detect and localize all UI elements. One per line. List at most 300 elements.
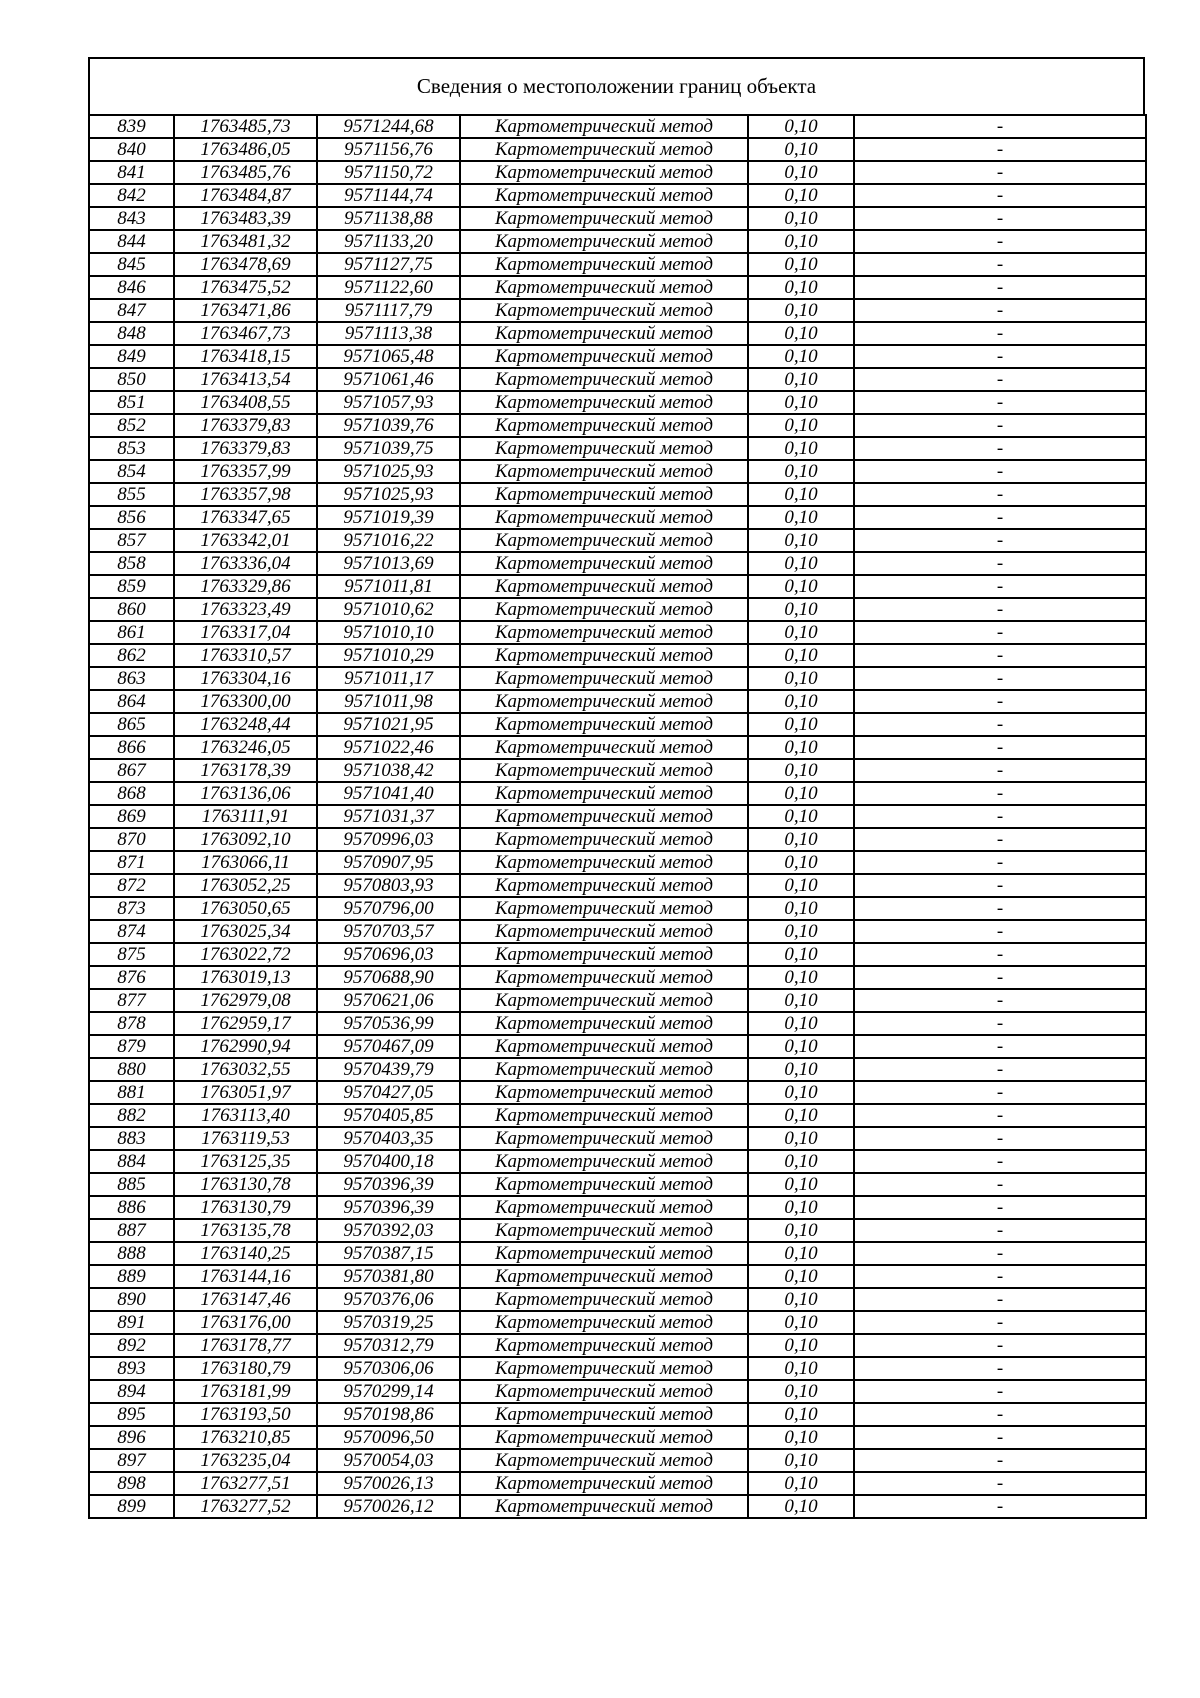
method-cell: Картометрический метод [460,207,748,230]
accuracy-cell: 0,10 [748,322,854,345]
note-cell: - [854,322,1146,345]
accuracy-cell: 0,10 [748,391,854,414]
table-row [89,851,1146,874]
x-coordinate-cell: 1763032,55 [174,1058,317,1081]
note-cell: - [854,1081,1146,1104]
accuracy-cell: 0,10 [748,644,854,667]
y-coordinate-cell: 9571016,22 [317,529,460,552]
point-number-cell: 887 [89,1219,174,1242]
table-row [89,1104,1146,1127]
accuracy-cell: 0,10 [748,1104,854,1127]
note-cell: - [854,1288,1146,1311]
accuracy-cell: 0,10 [748,782,854,805]
method-cell: Картометрический метод [460,230,748,253]
table-row [89,621,1146,644]
point-number-cell: 871 [89,851,174,874]
y-coordinate-cell: 9571010,10 [317,621,460,644]
method-cell: Картометрический метод [460,851,748,874]
method-cell: Картометрический метод [460,391,748,414]
y-coordinate-cell: 9570803,93 [317,874,460,897]
y-coordinate-cell: 9570796,00 [317,897,460,920]
method-cell: Картометрический метод [460,299,748,322]
x-coordinate-cell: 1763246,05 [174,736,317,759]
y-coordinate-cell: 9570403,35 [317,1127,460,1150]
table-row [89,1403,1146,1426]
method-cell: Картометрический метод [460,1449,748,1472]
method-cell: Картометрический метод [460,1380,748,1403]
note-cell: - [854,1449,1146,1472]
note-cell: - [854,437,1146,460]
point-number-cell: 866 [89,736,174,759]
note-cell: - [854,161,1146,184]
table-row [89,345,1146,368]
x-coordinate-cell: 1763467,73 [174,322,317,345]
point-number-cell: 856 [89,506,174,529]
point-number-cell: 881 [89,1081,174,1104]
table-row [89,207,1146,230]
y-coordinate-cell: 9570696,03 [317,943,460,966]
x-coordinate-cell: 1763176,00 [174,1311,317,1334]
method-cell: Картометрический метод [460,920,748,943]
x-coordinate-cell: 1763300,00 [174,690,317,713]
note-cell: - [854,1242,1146,1265]
accuracy-cell: 0,10 [748,598,854,621]
x-coordinate-cell: 1763050,65 [174,897,317,920]
table-row [89,1311,1146,1334]
accuracy-cell: 0,10 [748,184,854,207]
table-row [89,460,1146,483]
y-coordinate-cell: 9571021,95 [317,713,460,736]
y-coordinate-cell: 9570312,79 [317,1334,460,1357]
point-number-cell: 894 [89,1380,174,1403]
point-number-cell: 882 [89,1104,174,1127]
x-coordinate-cell: 1763471,86 [174,299,317,322]
accuracy-cell: 0,10 [748,713,854,736]
table-row [89,782,1146,805]
table-row [89,230,1146,253]
point-number-cell: 850 [89,368,174,391]
x-coordinate-cell: 1763180,79 [174,1357,317,1380]
y-coordinate-cell: 9571025,93 [317,460,460,483]
x-coordinate-cell: 1763329,86 [174,575,317,598]
note-cell: - [854,782,1146,805]
accuracy-cell: 0,10 [748,368,854,391]
accuracy-cell: 0,10 [748,506,854,529]
y-coordinate-cell: 9571038,42 [317,759,460,782]
method-cell: Картометрический метод [460,1403,748,1426]
x-coordinate-cell: 1763144,16 [174,1265,317,1288]
y-coordinate-cell: 9571061,46 [317,368,460,391]
table-row [89,736,1146,759]
y-coordinate-cell: 9571244,68 [317,115,460,138]
table-row [89,1495,1146,1518]
point-number-cell: 854 [89,460,174,483]
method-cell: Картометрический метод [460,115,748,138]
table-body [89,115,1146,1518]
accuracy-cell: 0,10 [748,230,854,253]
x-coordinate-cell: 1763317,04 [174,621,317,644]
table-row [89,1081,1146,1104]
method-cell: Картометрический метод [460,966,748,989]
note-cell: - [854,759,1146,782]
note-cell: - [854,1035,1146,1058]
method-cell: Картометрический метод [460,437,748,460]
point-number-cell: 870 [89,828,174,851]
x-coordinate-cell: 1763310,57 [174,644,317,667]
table-row [89,368,1146,391]
method-cell: Картометрический метод [460,828,748,851]
x-coordinate-cell: 1763379,83 [174,414,317,437]
x-coordinate-cell: 1763119,53 [174,1127,317,1150]
note-cell: - [854,1058,1146,1081]
note-cell: - [854,1357,1146,1380]
y-coordinate-cell: 9571065,48 [317,345,460,368]
point-number-cell: 840 [89,138,174,161]
note-cell: - [854,1265,1146,1288]
point-number-cell: 847 [89,299,174,322]
point-number-cell: 889 [89,1265,174,1288]
method-cell: Картометрический метод [460,414,748,437]
accuracy-cell: 0,10 [748,736,854,759]
point-number-cell: 880 [89,1058,174,1081]
table-row [89,1472,1146,1495]
x-coordinate-cell: 1763130,78 [174,1173,317,1196]
accuracy-cell: 0,10 [748,460,854,483]
method-cell: Картометрический метод [460,138,748,161]
note-cell: - [854,1472,1146,1495]
y-coordinate-cell: 9570536,99 [317,1012,460,1035]
note-cell: - [854,460,1146,483]
accuracy-cell: 0,10 [748,552,854,575]
method-cell: Картометрический метод [460,161,748,184]
point-number-cell: 885 [89,1173,174,1196]
x-coordinate-cell: 1763413,54 [174,368,317,391]
note-cell: - [854,184,1146,207]
note-cell: - [854,230,1146,253]
note-cell: - [854,1104,1146,1127]
note-cell: - [854,874,1146,897]
point-number-cell: 874 [89,920,174,943]
point-number-cell: 872 [89,874,174,897]
table-row [89,943,1146,966]
accuracy-cell: 0,10 [748,1380,854,1403]
x-coordinate-cell: 1762979,08 [174,989,317,1012]
note-cell: - [854,368,1146,391]
method-cell: Картометрический метод [460,552,748,575]
table-row [89,1242,1146,1265]
document-page [88,57,1145,1519]
y-coordinate-cell: 9570621,06 [317,989,460,1012]
note-cell: - [854,414,1146,437]
y-coordinate-cell: 9570392,03 [317,1219,460,1242]
table-row [89,759,1146,782]
x-coordinate-cell: 1763135,78 [174,1219,317,1242]
method-cell: Картометрический метод [460,1035,748,1058]
point-number-cell: 864 [89,690,174,713]
note-cell: - [854,851,1146,874]
accuracy-cell: 0,10 [748,575,854,598]
point-number-cell: 839 [89,115,174,138]
x-coordinate-cell: 1763478,69 [174,253,317,276]
table-row [89,805,1146,828]
note-cell: - [854,920,1146,943]
x-coordinate-cell: 1763277,52 [174,1495,317,1518]
y-coordinate-cell: 9570054,03 [317,1449,460,1472]
note-cell: - [854,736,1146,759]
note-cell: - [854,1127,1146,1150]
accuracy-cell: 0,10 [748,138,854,161]
accuracy-cell: 0,10 [748,1495,854,1518]
point-number-cell: 860 [89,598,174,621]
note-cell: - [854,1012,1146,1035]
table-row [89,1357,1146,1380]
x-coordinate-cell: 1763178,39 [174,759,317,782]
method-cell: Картометрический метод [460,460,748,483]
y-coordinate-cell: 9571057,93 [317,391,460,414]
table-row [89,828,1146,851]
point-number-cell: 851 [89,391,174,414]
note-cell: - [854,690,1146,713]
point-number-cell: 852 [89,414,174,437]
y-coordinate-cell: 9570907,95 [317,851,460,874]
accuracy-cell: 0,10 [748,1127,854,1150]
method-cell: Картометрический метод [460,1334,748,1357]
point-number-cell: 886 [89,1196,174,1219]
method-cell: Картометрический метод [460,759,748,782]
note-cell: - [854,483,1146,506]
method-cell: Картометрический метод [460,805,748,828]
point-number-cell: 875 [89,943,174,966]
method-cell: Картометрический метод [460,1288,748,1311]
table-row [89,667,1146,690]
x-coordinate-cell: 1763125,35 [174,1150,317,1173]
point-number-cell: 862 [89,644,174,667]
point-number-cell: 878 [89,1012,174,1035]
y-coordinate-cell: 9571117,79 [317,299,460,322]
method-cell: Картометрический метод [460,1058,748,1081]
y-coordinate-cell: 9570439,79 [317,1058,460,1081]
method-cell: Картометрический метод [460,1173,748,1196]
point-number-cell: 842 [89,184,174,207]
point-number-cell: 857 [89,529,174,552]
point-number-cell: 892 [89,1334,174,1357]
method-cell: Картометрический метод [460,1219,748,1242]
note-cell: - [854,621,1146,644]
note-cell: - [854,828,1146,851]
table-row [89,138,1146,161]
method-cell: Картометрический метод [460,1495,748,1518]
note-cell: - [854,667,1146,690]
x-coordinate-cell: 1763051,97 [174,1081,317,1104]
method-cell: Картометрический метод [460,506,748,529]
table-row [89,414,1146,437]
method-cell: Картометрический метод [460,184,748,207]
point-number-cell: 845 [89,253,174,276]
method-cell: Картометрический метод [460,322,748,345]
note-cell: - [854,1426,1146,1449]
point-number-cell: 884 [89,1150,174,1173]
point-number-cell: 890 [89,1288,174,1311]
accuracy-cell: 0,10 [748,1403,854,1426]
note-cell: - [854,1196,1146,1219]
accuracy-cell: 0,10 [748,299,854,322]
table-row [89,598,1146,621]
accuracy-cell: 0,10 [748,161,854,184]
x-coordinate-cell: 1763111,91 [174,805,317,828]
note-cell: - [854,207,1146,230]
x-coordinate-cell: 1763022,72 [174,943,317,966]
note-cell: - [854,713,1146,736]
y-coordinate-cell: 9570381,80 [317,1265,460,1288]
y-coordinate-cell: 9571122,60 [317,276,460,299]
point-number-cell: 846 [89,276,174,299]
y-coordinate-cell: 9570026,13 [317,1472,460,1495]
table-row [89,529,1146,552]
x-coordinate-cell: 1763336,04 [174,552,317,575]
note-cell: - [854,1219,1146,1242]
method-cell: Картометрический метод [460,276,748,299]
method-cell: Картометрический метод [460,989,748,1012]
table-row [89,1127,1146,1150]
x-coordinate-cell: 1763379,83 [174,437,317,460]
point-number-cell: 896 [89,1426,174,1449]
y-coordinate-cell: 9570996,03 [317,828,460,851]
point-number-cell: 849 [89,345,174,368]
x-coordinate-cell: 1763486,05 [174,138,317,161]
y-coordinate-cell: 9571039,75 [317,437,460,460]
x-coordinate-cell: 1763178,77 [174,1334,317,1357]
accuracy-cell: 0,10 [748,966,854,989]
y-coordinate-cell: 9570198,86 [317,1403,460,1426]
x-coordinate-cell: 1762990,94 [174,1035,317,1058]
table-row [89,161,1146,184]
accuracy-cell: 0,10 [748,874,854,897]
note-cell: - [854,506,1146,529]
point-number-cell: 891 [89,1311,174,1334]
accuracy-cell: 0,10 [748,1150,854,1173]
y-coordinate-cell: 9570387,15 [317,1242,460,1265]
method-cell: Картометрический метод [460,483,748,506]
accuracy-cell: 0,10 [748,1357,854,1380]
point-number-cell: 873 [89,897,174,920]
y-coordinate-cell: 9571127,75 [317,253,460,276]
x-coordinate-cell: 1763130,79 [174,1196,317,1219]
point-number-cell: 899 [89,1495,174,1518]
y-coordinate-cell: 9570703,57 [317,920,460,943]
x-coordinate-cell: 1763066,11 [174,851,317,874]
table-row [89,1265,1146,1288]
method-cell: Картометрический метод [460,1311,748,1334]
method-cell: Картометрический метод [460,943,748,966]
method-cell: Картометрический метод [460,368,748,391]
note-cell: - [854,943,1146,966]
accuracy-cell: 0,10 [748,667,854,690]
y-coordinate-cell: 9571019,39 [317,506,460,529]
point-number-cell: 897 [89,1449,174,1472]
method-cell: Картометрический метод [460,690,748,713]
note-cell: - [854,529,1146,552]
table-row [89,1173,1146,1196]
x-coordinate-cell: 1763418,15 [174,345,317,368]
accuracy-cell: 0,10 [748,851,854,874]
x-coordinate-cell: 1763136,06 [174,782,317,805]
table-title: Сведения о местоположении границ объекта [88,57,1145,114]
note-cell: - [854,253,1146,276]
y-coordinate-cell: 9570400,18 [317,1150,460,1173]
table-row [89,644,1146,667]
accuracy-cell: 0,10 [748,805,854,828]
note-cell: - [854,1403,1146,1426]
point-number-cell: 859 [89,575,174,598]
table-row [89,897,1146,920]
accuracy-cell: 0,10 [748,690,854,713]
point-number-cell: 869 [89,805,174,828]
method-cell: Картометрический метод [460,1150,748,1173]
table-row [89,690,1146,713]
x-coordinate-cell: 1763019,13 [174,966,317,989]
x-coordinate-cell: 1763357,98 [174,483,317,506]
x-coordinate-cell: 1763357,99 [174,460,317,483]
accuracy-cell: 0,10 [748,1219,854,1242]
note-cell: - [854,276,1146,299]
method-cell: Картометрический метод [460,1196,748,1219]
accuracy-cell: 0,10 [748,115,854,138]
method-cell: Картометрический метод [460,598,748,621]
table-row [89,1196,1146,1219]
x-coordinate-cell: 1763092,10 [174,828,317,851]
y-coordinate-cell: 9571010,62 [317,598,460,621]
accuracy-cell: 0,10 [748,345,854,368]
note-cell: - [854,598,1146,621]
point-number-cell: 848 [89,322,174,345]
point-number-cell: 844 [89,230,174,253]
y-coordinate-cell: 9570306,06 [317,1357,460,1380]
table-row [89,391,1146,414]
note-cell: - [854,966,1146,989]
point-number-cell: 853 [89,437,174,460]
accuracy-cell: 0,10 [748,483,854,506]
table-row [89,1449,1146,1472]
x-coordinate-cell: 1763342,01 [174,529,317,552]
x-coordinate-cell: 1763304,16 [174,667,317,690]
accuracy-cell: 0,10 [748,529,854,552]
y-coordinate-cell: 9570096,50 [317,1426,460,1449]
x-coordinate-cell: 1763113,40 [174,1104,317,1127]
point-number-cell: 865 [89,713,174,736]
accuracy-cell: 0,10 [748,828,854,851]
y-coordinate-cell: 9570396,39 [317,1196,460,1219]
table-row [89,483,1146,506]
table-row [89,1058,1146,1081]
point-number-cell: 841 [89,161,174,184]
point-number-cell: 877 [89,989,174,1012]
note-cell: - [854,1311,1146,1334]
table-row [89,506,1146,529]
accuracy-cell: 0,10 [748,1035,854,1058]
table-row [89,276,1146,299]
y-coordinate-cell: 9570467,09 [317,1035,460,1058]
accuracy-cell: 0,10 [748,621,854,644]
accuracy-cell: 0,10 [748,1058,854,1081]
point-number-cell: 868 [89,782,174,805]
method-cell: Картометрический метод [460,529,748,552]
x-coordinate-cell: 1763483,39 [174,207,317,230]
accuracy-cell: 0,10 [748,414,854,437]
y-coordinate-cell: 9571113,38 [317,322,460,345]
x-coordinate-cell: 1763193,50 [174,1403,317,1426]
table-row [89,1380,1146,1403]
y-coordinate-cell: 9571133,20 [317,230,460,253]
